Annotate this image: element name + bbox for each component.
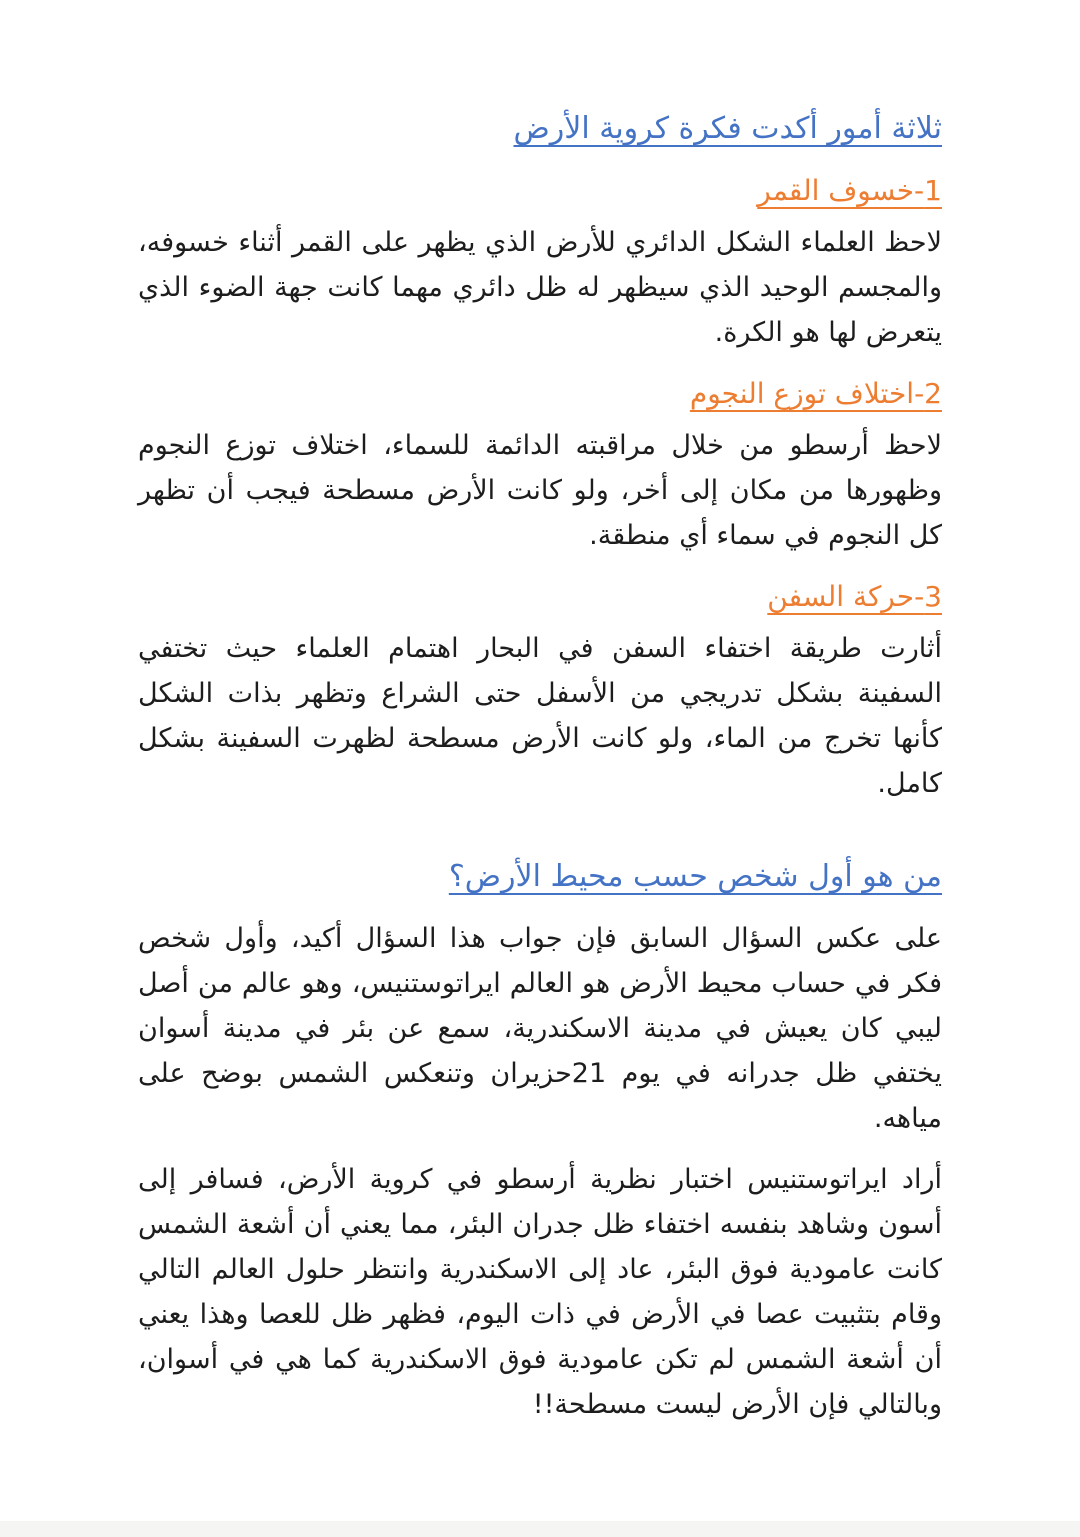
- section-body-star-distribution: لاحظ أرسطو من خلال مراقبته الدائمة للسماء، اختلاف توزع النجوم وظهورها من مكان إلى أخر، ولو كانت الأرض مسطحة فيجب أن تظهر كل النجوم في سماء أي منطقة.: [138, 430, 942, 551]
- section-ship-movement: [138, 574, 942, 806]
- answer-paragraph-1: على عكس السؤال السابق فإن جواب هذا السؤال أكيد، وأول شخص فكر في حساب محيط الأرض هو العالم ايراتوستنيس، وهو عالم من أصل ليبي كان يعيش في مدينة الاسكندرية، سمع عن بئر في مدينة أسوان يختفي ظل جدرانه في يوم 21حزيران وتنعكس الشمس بوضح على مياهه.: [138, 923, 942, 1134]
- section-heading-ship-movement: 3-حركة السفن: [767, 580, 942, 613]
- section-heading-lunar-eclipse: 1-خسوف القمر: [757, 174, 942, 207]
- section-star-distribution: [138, 371, 942, 558]
- section-lunar-eclipse: [138, 168, 942, 355]
- question-title: من هو أول شخص حسب محيط الأرض؟: [448, 859, 942, 894]
- section-heading-star-distribution: 2-اختلاف توزع النجوم: [689, 377, 942, 410]
- main-title: ثلاثة أمور أكدت فكرة كروية الأرض: [513, 111, 942, 146]
- page-bottom-edge: [0, 1521, 1080, 1537]
- section-body-lunar-eclipse: لاحظ العلماء الشكل الدائري للأرض الذي يظهر على القمر أثناء خسوفه، والمجسم الوحيد الذي سيظهر له ظل دائري مهما كانت جهة الضوء الذي يتعرض لها هو الكرة.: [138, 227, 942, 348]
- answer-paragraph-2: أراد ايراتوستنيس اختبار نظرية أرسطو في كروية الأرض، فسافر إلى أسون وشاهد بنفسه اختفاء ظل جدران البئر، مما يعني أن أشعة الشمس كانت عامودية فوق البئر، عاد إلى الاسكندرية وانتظر حلول العالم التالي وقام بتثبيت عصا في الأرض في ذات اليوم، فظهر ظل للعصا وهذا يعني أن أشعة الشمس لم تكن عامودية فوق الاسكندرية كما هي في أسوان، وبالتالي فإن الأرض ليست مسطحة!!: [138, 1164, 942, 1420]
- section-body-ship-movement: أثارت طريقة اختفاء السفن في البحار اهتمام العلماء حيث تختفي السفينة بشكل تدريجي من الأسفل حتى الشراع وتظهر بذات الشكل كأنها تخرج من الماء، ولو كانت الأرض مسطحة لظهرت السفينة بشكل كامل.: [138, 633, 942, 799]
